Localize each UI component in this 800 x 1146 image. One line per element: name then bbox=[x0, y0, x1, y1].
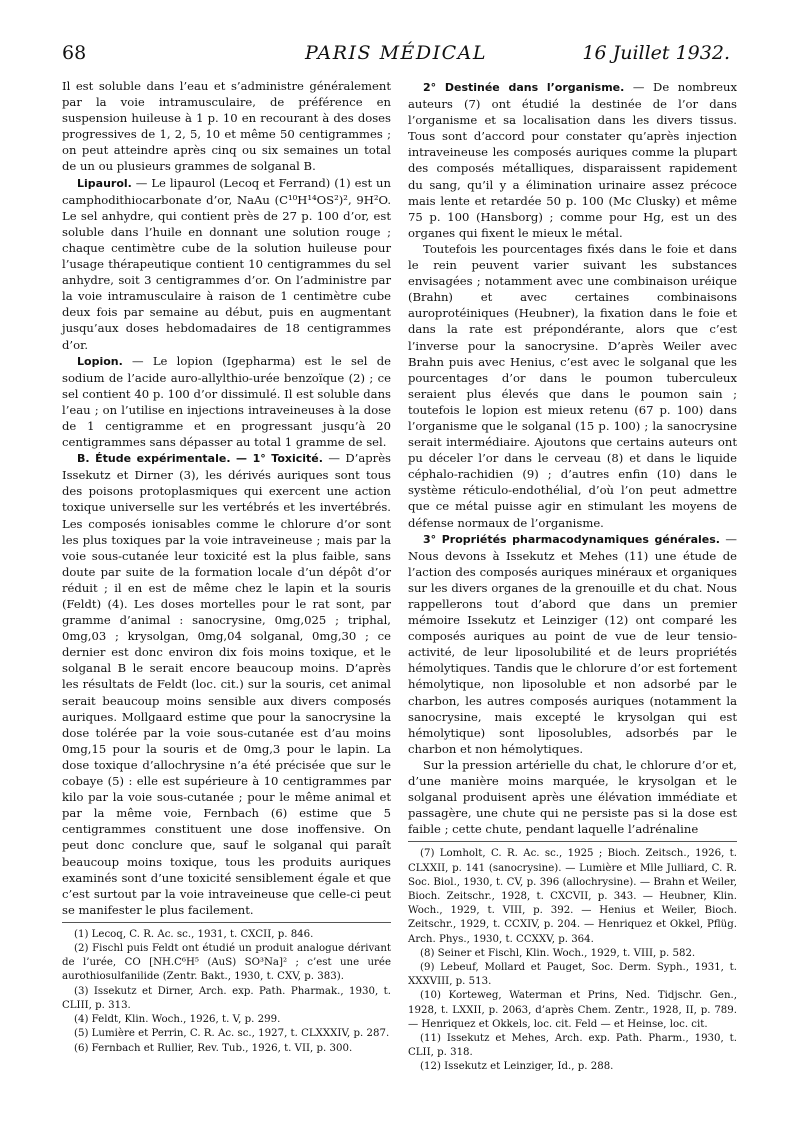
footnote: (10) Korteweg, Waterman et Prins, Ned. Tidjschr. Gen., 1928, t. LXXII, p. 2063, d’après Chem. Zentr., 1928, II, p. 789. — Henriquez et Okkels, loc. cit. Feld — et Heinse, loc. cit. bbox=[408, 990, 737, 1030]
footnote: (5) Lumière et Perrin, C. R. Ac. sc., 1927, t. CLXXXIV, p. 287. bbox=[74, 1028, 390, 1040]
footnotes-left bbox=[62, 922, 391, 1056]
paragraph-toxicite: B. Étude expérimentale. — 1° Toxicité. — D’après Issekutz et Dirner (3), les dérivés auriques sont tous des poisons protoplasmiques qui exercent une action toxique universelle sur les vertébrés et les invertébrés. Les composés ionisables comme le chlorure d’or sont les plus toxiques par la voie intraveineuse ; mais par la voie sous-cutanée leur toxicité est la plus faible, sans doute par suite de la formation locale d’un dépôt d’or réduit ; il en est de même chez le lapin et la souris (Feldt) (4). Les doses mortelles pour le rat sont, par gramme d’animal : sanocrysine, 0mg,025 ; triphal, 0mg,03 ; krysolgan, 0mg,04 solganal, 0mg,30 ; ce dernier est donc environ dix fois moins toxique, et le solganal B le serait encore beaucoup moins. D’après les résultats de Feldt (loc. cit.) sur la souris, cet animal serait beaucoup moins sensible aux divers composés auriques. Mollgaard estime que pour la sanocrysine la dose tolérée par la voie sous-cutanée est d’au moins 0mg,15 pour la souris et de 0mg,3 pour le lapin. La dose toxique d’allochrysine n’a été précisée que sur le cobaye (5) : elle est supérieure à 10 centigrammes par kilo par la voie sous-cutanée ; pour le même animal et par la même voie, Fernbach (6) estime que 5 centigrammes constituent une dose inoffensive. On peut donc conclure que, sauf le solganal qui paraît beaucoup moins toxique, tous les produits auriques examinés sont d’une toxicité sensiblement égale et que c’est surtout par la voie intraveineuse que celle-ci peut se manifester le plus facilement. bbox=[62, 451, 392, 917]
section-heading-etude: B. Étude expérimentale. bbox=[77, 452, 231, 466]
journal-title: PARIS MÉDICAL bbox=[304, 42, 488, 64]
left-column bbox=[62, 78, 391, 1056]
heading-lipaurol: Lipaurol. bbox=[77, 176, 132, 190]
paragraph-solganal-admin: Il est soluble dans l’eau et s’administre généralement par la voie intramusculaire, de préférence en suspension huileuse à 1 p. 10 en recourant à des doses progressives de 1, 2, 5, 10 et même 50 centigrammes ; on peut atteindre après cinq ou six semaines un total de un ou plusieurs grammes de solganal B. bbox=[62, 79, 391, 174]
page-number: 68 bbox=[62, 42, 87, 64]
paragraph-pression: Sur la pression artérielle du chat, le chlorure d’or et, d’une manière moins marquée, le krysolgan et le solganal produisent après une élévation immédiate et passagère, une chute qui ne persiste pas si la dose est faible ; cette chute, pendant laquelle l’adrénaline bbox=[408, 757, 737, 837]
footnote: (1) Lecoq, C. R. Ac. sc., 1931, t. CXCII, p. 846. bbox=[74, 928, 314, 940]
footnote: (4) Feldt, Klin. Woch., 1926, t. V, p. 299. bbox=[74, 1014, 281, 1026]
footnote: (7) Lomholt, C. R. Ac. sc., 1925 ; Bioch. Zeitsch., 1926, t. CLXXII, p. 141 (sanocrysine). — Lumière et Mlle Julliard, C. R. Soc. Biol., 1930, t. CV, p. 396 (allochrysine). — Brahn et Weiler, Bioch. Zeitschr., 1928, t. CXCVII, p. 343. — Heubner, Klin. Woch., 1929, t. VIII, p. 392. — Henius et Weiler, Bioch. Zeitschr., 1929, t. CCXIV, p. 204. — Henriquez et Okkel, Pflüg. Arch. Phys., 1930, t. CCXXV, p. 364. bbox=[408, 848, 737, 945]
footnote: (11) Issekutz et Mehes, Arch. exp. Path. Pharm., 1930, t. CLII, p. 318. bbox=[408, 1033, 737, 1059]
issue-date: 16 Juillet 1932. bbox=[582, 42, 730, 64]
footnote: (9) Lebeuf, Mollard et Pauget, Soc. Derm. Syph., 1931, t. XXXVIII, p. 513. bbox=[408, 962, 737, 988]
heading-proprietes: 3° Propriétés pharmacodynamiques générales. bbox=[423, 532, 720, 546]
footnotes-right bbox=[408, 841, 737, 1074]
paragraph-lipaurol: Lipaurol. — Le lipaurol (Lecoq et Ferrand) (1) est un camphodithiocarbonate d’or, NaAu (C¹⁰H¹⁴OS²)², 9H²O. Le sel anhydre, qui contient près de 27 p. 100 d’or, est soluble dans l’huile en donnant une solution rouge ; chaque centimètre cube de la solution huileuse pour l’usage thérapeutique contient 10 centigrammes du sel anhydre, soit 3 centigrammes d’or. On l’administre par la voie intramusculaire à raison de 1 centimètre cube deux fois par semaine au début, puis en augmentant jusqu’aux doses hebdomadaires de 18 centigrammes d’or. bbox=[62, 175, 391, 352]
footnote: (8) Seiner et Fischl, Klin. Woch., 1929, t. VIII, p. 582. bbox=[420, 947, 696, 959]
running-header bbox=[62, 42, 730, 72]
heading-toxicite: — 1° Toxicité. bbox=[230, 452, 323, 466]
paragraph-destinee: 2° Destinée dans l’organisme. — De nombreux auteurs (7) ont étudié la destinée de l’or dans l’organisme et sa localisation dans les divers tissus. Tous sont d’accord pour constater qu’après injection intraveineuse les composés auriques comme la plupart des composés métalliques, disparaissent rapidement du sang, qu’il y a élimination urinaire assez précoce mais lente et retardée 50 p. 100 (Mc Clusky) et même 75 p. 100 (Hansborg) ; comme pour Hg, est un des organes qui fixent le mieux le métal. bbox=[408, 80, 738, 240]
paragraph-lopion: Lopion. — Le lopion (Igepharma) est le sel de sodium de l’acide auro-allylthio-urée benzoïque (2) ; ce sel contient 40 p. 100 d’or dissimulé. Il est soluble dans l’eau ; on l’utilise en injections intraveineuses à la dose de 1 centigramme et en progressant jusqu’à 20 centigrammes sans dépasser au total 1 gramme de sel. bbox=[62, 353, 391, 450]
paragraph-pourcentages: Toutefois les pourcentages fixés dans le foie et dans le rein peuvent varier suivant les substances envisagées ; notamment avec une combinaison uréique (Brahn) et avec certaines combinaisons auroprotéiniques (Heubner), la fixation dans le foie et dans la rate est prépondérante, alors que c’est l’inverse pour la sanocrysine. D’après Weiler avec Brahn puis avec Henius, c’est avec le solganal que les pourcentages d’or dans le poumon tuberculeux seraient plus élevés que dans le poumon sain ; toutefois le lopion est mieux retenu (67 p. 100) dans l’organisme que le solganal (15 p. 100) ; la sanocrysine serait intermédiaire. Ajoutons que certains auteurs ont pu déceler l’or dans le cerveau (8) et dans le liquide céphalo-rachidien (9) ; d’autres enfin (10) dans le système réticulo-endothélial, d’où l’on peut admettre que ce métal puisse agir en stimulant les moyens de défense normaux de l’organisme. bbox=[408, 241, 737, 530]
paragraph-proprietes: 3° Propriétés pharmacodynamiques générales. — Nous devons à Issekutz et Mehes (11) une étude de l’action des composés auriques minéraux et organiques sur les divers organes de la grenouille et du chat. Nous rappellerons tout d’abord que dans un premier mémoire Issekutz et Leinziger (12) ont comparé les composés auriques au point de vue de leur tensio-activité, de leur liposolubilité et de leurs propriétés hémolytiques. Tandis que le chlorure d’or est fortement hémolytique, non liposoluble et non adsorbé par le charbon, les autres composés auriques (notamment la sanocrysine, mais excepté le krysolgan qui est hémolytique) sont liposolubles, adsorbés par le charbon et non hémolytiques. bbox=[408, 531, 738, 756]
right-column bbox=[408, 79, 737, 1075]
footnote: (2) Fischl puis Feldt ont étudié un produit analogue dérivant de l’urée, CO [NH.C⁶H⁵ (AuS) SO³Na]² ; c’est une urée aurothiosulfanilide (Zentr. Bakt., 1930, t. CXV, p. 383). bbox=[62, 943, 391, 983]
footnote: (3) Issekutz et Dirner, Arch. exp. Path. Pharmak., 1930, t. CLIII, p. 313. bbox=[62, 985, 391, 1011]
heading-lopion: Lopion. bbox=[77, 354, 123, 368]
footnote: (6) Fernbach et Rullier, Rev. Tub., 1926, t. VII, p. 300. bbox=[74, 1042, 353, 1054]
footnote: (12) Issekutz et Leinziger, Id., p. 288. bbox=[420, 1061, 614, 1073]
heading-destinee: 2° Destinée dans l’organisme. bbox=[423, 81, 625, 94]
